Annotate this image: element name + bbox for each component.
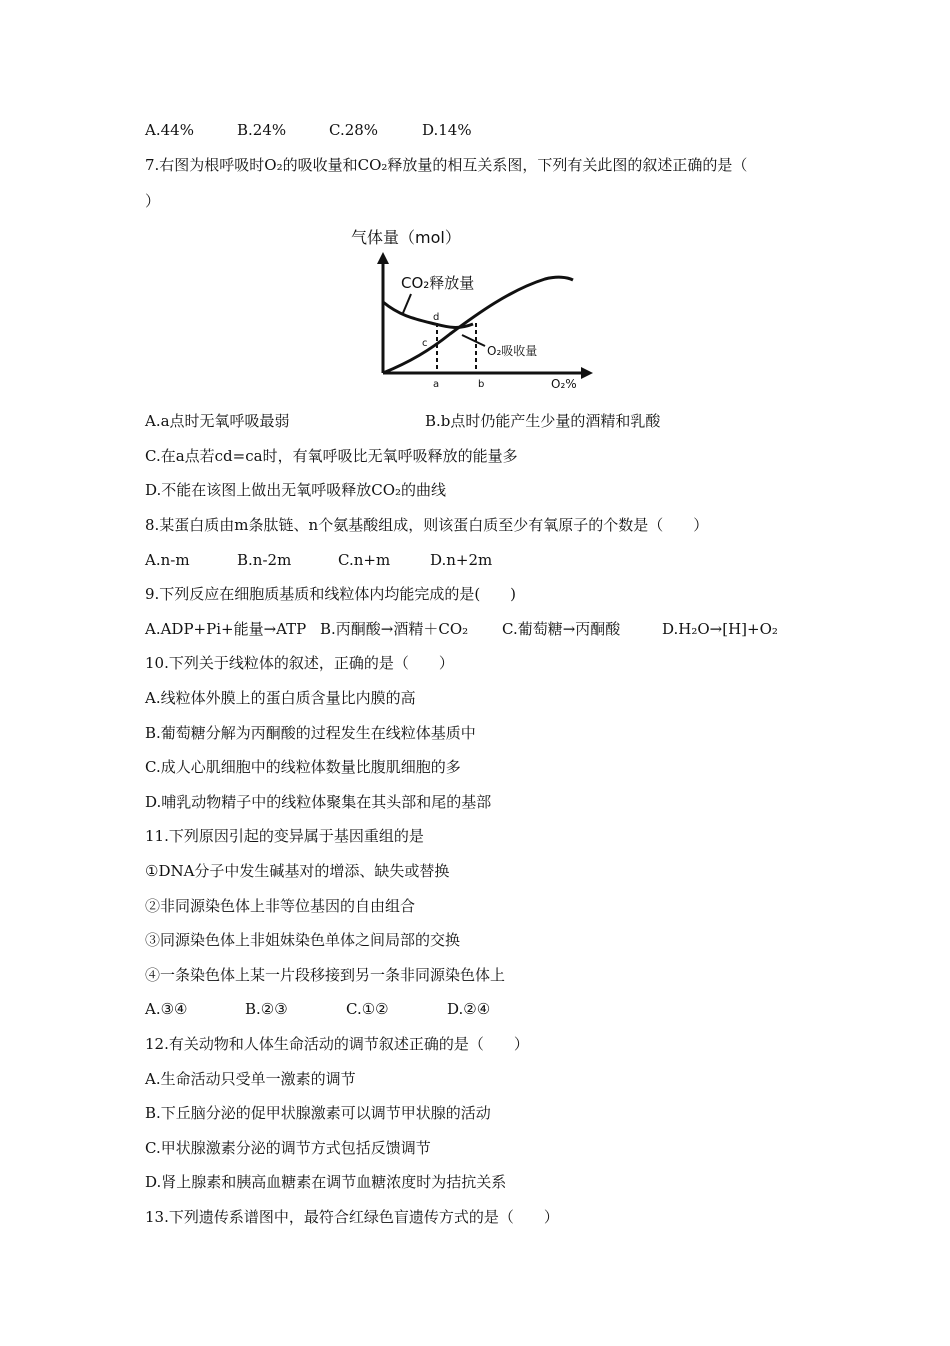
figure-y-title: 气体量（mol）: [351, 228, 461, 247]
q11-option-c: C.①②: [346, 1000, 389, 1018]
q10-stem: 10.下列关于线粒体的叙述，正确的是（ ）: [145, 654, 454, 672]
x-axis-arrow: [581, 367, 593, 379]
q12-option-b: B.下丘脑分泌的促甲状腺激素可以调节甲状腺的活动: [145, 1104, 491, 1122]
q9-option-a: A.ADP+Pi+能量→ATP: [145, 620, 307, 638]
q7-stem: 7.右图为根呼吸时O₂的吸收量和CO₂释放量的相互关系图，下列有关此图的叙述正确的是（: [145, 156, 748, 174]
respiration-gas-figure: [345, 222, 615, 397]
q7-stem-close: ）: [145, 192, 161, 210]
q11-item-3: ③同源染色体上非姐妹染色单体之间局部的交换: [145, 931, 461, 949]
y-axis-arrow: [377, 252, 389, 264]
point-label-a: a: [433, 379, 440, 390]
q7-option-c: C.在a点若cd=ca时，有氧呼吸比无氧呼吸释放的能量多: [145, 447, 518, 465]
q9-stem: 9.下列反应在细胞质基质和线粒体内均能完成的是( ): [145, 585, 517, 603]
q7-option-a: A.a点时无氧呼吸最弱: [145, 412, 290, 430]
q8-option-b: B.n-2m: [237, 551, 292, 569]
q10-option-b: B.葡萄糖分解为丙酮酸的过程发生在线粒体基质中: [145, 724, 476, 742]
point-label-c: c: [422, 338, 428, 349]
q12-stem: 12.有关动物和人体生命活动的调节叙述正确的是（ ）: [145, 1035, 529, 1053]
q9-option-d: D.H₂O→[H]+O₂: [662, 620, 778, 638]
q8-options: [145, 550, 492, 570]
q11-option-d: D.②④: [447, 1000, 491, 1018]
q11-item-2: ②非同源染色体上非等位基因的自由组合: [145, 897, 416, 915]
co2-label-pointer: [403, 294, 411, 313]
q6-options: [145, 120, 472, 140]
q6-option-d: D.14%: [422, 121, 472, 139]
point-label-b: b: [478, 379, 485, 390]
q12-option-c: C.甲状腺激素分泌的调节方式包括反馈调节: [145, 1139, 431, 1157]
q13-stem: 13.下列遗传系谱图中，最符合红绿色盲遗传方式的是（ ）: [145, 1208, 559, 1226]
q6-option-a: A.44%: [145, 121, 194, 139]
q10-option-a: A.线粒体外膜上的蛋白质含量比内膜的高: [145, 689, 416, 707]
q11-option-a: A.③④: [145, 1000, 188, 1018]
q11-item-4: ④一条染色体上某一片段移接到另一条非同源染色体上: [145, 966, 506, 984]
q6-option-b: B.24%: [237, 121, 287, 139]
o2-curve-label: O₂吸收量: [487, 344, 538, 358]
q8-option-d: D.n+2m: [430, 551, 493, 569]
q11-options: [145, 999, 490, 1019]
q11-item-1: ①DNA分子中发生碱基对的增添、缺失或替换: [145, 862, 450, 880]
q9-option-c: C.葡萄糖→丙酮酸: [502, 620, 621, 638]
q10-option-c: C.成人心肌细胞中的线粒体数量比腹肌细胞的多: [145, 758, 461, 776]
point-label-d: d: [433, 312, 440, 323]
q11-option-b: B.②③: [245, 1000, 288, 1018]
co2-curve-label: CO₂释放量: [401, 274, 475, 292]
o2-label-pointer: [462, 335, 485, 346]
x-axis-label: O₂%: [551, 377, 577, 391]
co2-release-curve: [383, 302, 473, 327]
q7-option-b: B.b点时仍能产生少量的酒精和乳酸: [425, 412, 661, 430]
q8-option-c: C.n+m: [338, 551, 391, 569]
q9-options: [145, 619, 778, 639]
q7-option-d: D.不能在该图上做出无氧呼吸释放CO₂的曲线: [145, 481, 447, 499]
q6-option-c: C.28%: [329, 121, 379, 139]
q9-option-b: B.丙酮酸→酒精＋CO₂: [320, 620, 469, 638]
q12-option-d: D.肾上腺素和胰高血糖素在调节血糖浓度时为拮抗关系: [145, 1173, 507, 1191]
q12-option-a: A.生命活动只受单一激素的调节: [145, 1070, 356, 1088]
q8-option-a: A.n-m: [145, 551, 190, 569]
q8-stem: 8.某蛋白质由m条肽链、n个氨基酸组成，则该蛋白质至少有氧原子的个数是（ ）: [145, 516, 709, 534]
q10-option-d: D.哺乳动物精子中的线粒体聚集在其头部和尾的基部: [145, 793, 492, 811]
q11-stem: 11.下列原因引起的变异属于基因重组的是: [145, 827, 424, 845]
